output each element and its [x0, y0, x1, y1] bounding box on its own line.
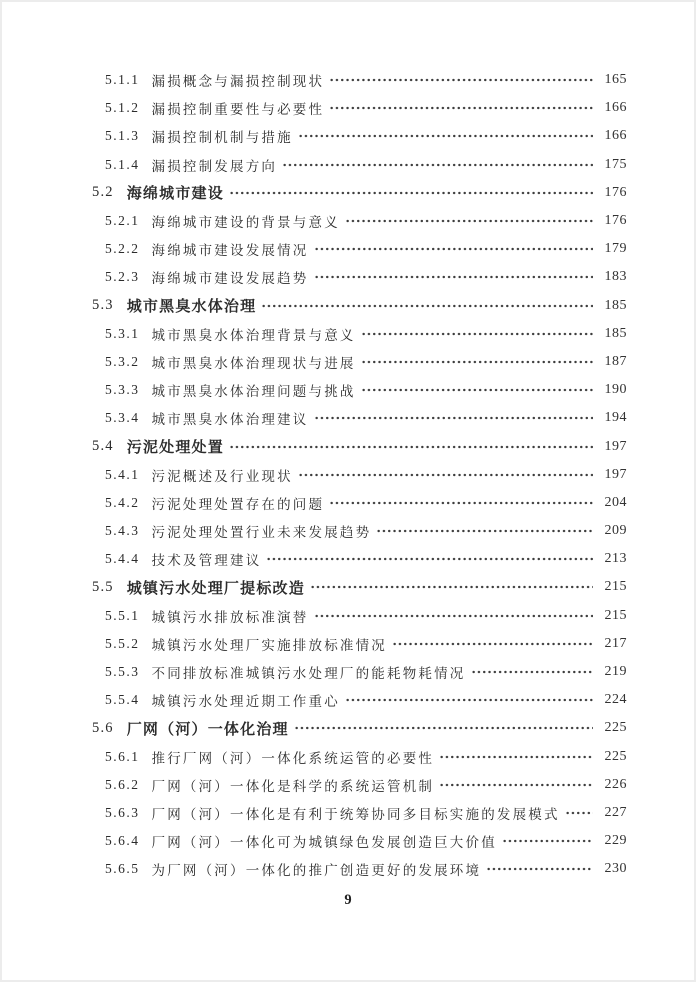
dot-leader — [298, 122, 593, 150]
toc-entry-page: 226 — [604, 776, 627, 792]
toc-entry-page: 176 — [604, 213, 627, 229]
toc-entry-number: 5.3.2 — [105, 353, 140, 369]
toc-entry-page: 227 — [604, 804, 627, 820]
toc-entry-page: 175 — [604, 156, 627, 172]
toc-entry-number: 5.2 — [92, 184, 114, 201]
dot-leader — [314, 602, 594, 630]
toc-entry-page: 187 — [604, 353, 627, 369]
toc-entry-page: 194 — [604, 410, 627, 426]
toc-entry — [92, 799, 627, 827]
dot-leader — [471, 658, 594, 686]
toc-entry-number: 5.4.3 — [105, 523, 140, 539]
dot-leader — [294, 714, 593, 742]
dot-leader — [502, 827, 593, 855]
dot-leader — [439, 743, 593, 771]
toc-entry-page: 185 — [604, 297, 627, 313]
toc-entry-page: 209 — [604, 523, 627, 539]
dot-leader — [376, 517, 593, 545]
toc-entry-title: 漏损概念与漏损控制现状 — [151, 74, 325, 90]
toc-entry-number: 5.6.3 — [105, 804, 140, 820]
toc-entry-page: 215 — [604, 607, 627, 623]
toc-entry — [92, 461, 627, 489]
toc-entry-number: 5.4.2 — [105, 494, 140, 510]
toc-entry-number: 5.5.4 — [105, 692, 140, 708]
toc-entry — [92, 376, 627, 404]
toc-entry — [92, 489, 627, 517]
toc-entry — [92, 94, 627, 122]
toc-entry-number: 5.6.5 — [105, 861, 140, 877]
toc-entry-title: 推行厂网（河）一体化系统运管的必要性 — [151, 750, 435, 766]
toc-entry-number: 5.3.1 — [105, 325, 140, 341]
toc-entry-page: 219 — [604, 664, 627, 680]
toc-entry-title: 城市黑臭水体治理问题与挑战 — [151, 384, 356, 400]
dot-leader — [298, 461, 593, 489]
toc-entry — [92, 573, 627, 601]
toc-entry-page: 215 — [604, 579, 627, 595]
toc-entry-number: 5.3.3 — [105, 382, 140, 398]
toc-entry — [92, 602, 627, 630]
dot-leader — [282, 151, 593, 179]
dot-leader — [345, 207, 593, 235]
toc-entry-title: 污泥处理处置 — [126, 440, 224, 457]
toc-entry-title: 为厂网（河）一体化的推广创造更好的发展环境 — [151, 863, 482, 879]
toc-entry — [92, 151, 627, 179]
toc-entry — [92, 743, 627, 771]
toc-entry-title: 不同排放标准城镇污水处理厂的能耗物耗情况 — [151, 666, 466, 682]
toc-entry-page: 166 — [604, 128, 627, 144]
toc-entry-page: 225 — [604, 720, 627, 736]
toc-entry-title: 漏损控制机制与措施 — [151, 130, 293, 146]
toc-entry — [92, 545, 627, 573]
toc-entry-number: 5.2.3 — [105, 269, 140, 285]
toc-entry-title: 城市黑臭水体治理现状与进展 — [151, 355, 356, 371]
toc-entry-number: 5.6.1 — [105, 748, 140, 764]
toc-entry-title: 漏损控制发展方向 — [151, 158, 278, 174]
page-number: 9 — [344, 892, 352, 908]
toc-entry-number: 5.5.1 — [105, 607, 140, 623]
dot-leader — [329, 66, 593, 94]
toc-entry-page: 204 — [604, 494, 627, 510]
dot-leader — [361, 348, 593, 376]
toc-entry-number: 5.4 — [92, 438, 114, 455]
toc-entry-number: 5.5.2 — [105, 635, 140, 651]
toc-entry-page: 176 — [604, 184, 627, 200]
toc-entry — [92, 348, 627, 376]
toc-entry-number: 5.4.4 — [105, 551, 140, 567]
toc-entry-number: 5.6.2 — [105, 776, 140, 792]
toc-entry-title: 污泥处理处置行业未来发展趋势 — [151, 525, 372, 541]
toc-entry-page: 185 — [604, 325, 627, 341]
toc-entry — [92, 855, 627, 883]
dot-leader — [329, 94, 593, 122]
toc-entry-title: 城镇污水处理厂实施排放标准情况 — [151, 637, 387, 653]
dot-leader — [329, 489, 593, 517]
toc-entry-title: 海绵城市建设 — [126, 186, 224, 203]
dot-leader — [486, 855, 593, 883]
toc-entry-number: 5.1.2 — [105, 100, 140, 116]
dot-leader — [229, 432, 593, 460]
toc-entry — [92, 235, 627, 263]
toc-entry-number: 5.2.1 — [105, 213, 140, 229]
toc-entry — [92, 292, 627, 320]
toc-entry — [92, 771, 627, 799]
toc-entry — [92, 207, 627, 235]
toc-entry-title: 城镇污水处理近期工作重心 — [151, 694, 340, 710]
toc-entry-number: 5.1.4 — [105, 156, 140, 172]
dot-leader — [314, 404, 594, 432]
toc-entry-number: 5.5.3 — [105, 664, 140, 680]
toc-entry — [92, 432, 627, 460]
dot-leader — [229, 179, 593, 207]
toc-entry-page: 166 — [604, 100, 627, 116]
dot-leader — [314, 235, 594, 263]
toc-entry — [92, 66, 627, 94]
toc-entry — [92, 658, 627, 686]
toc-entry — [92, 827, 627, 855]
toc-entry — [92, 404, 627, 432]
toc-entry — [92, 263, 627, 291]
toc-entry-number: 5.5 — [92, 578, 114, 595]
toc-entry-page: 190 — [604, 382, 627, 398]
dot-leader — [314, 263, 594, 291]
dot-leader — [565, 799, 593, 827]
toc-entry-title: 厂网（河）一体化是科学的系统运管机制 — [151, 778, 435, 794]
dot-leader — [392, 630, 593, 658]
toc-entry-number: 5.1.3 — [105, 128, 140, 144]
toc-entry — [92, 686, 627, 714]
toc-entry-page: 217 — [604, 635, 627, 651]
toc-entry-page: 230 — [604, 861, 627, 877]
toc-entry-number: 5.3.4 — [105, 410, 140, 426]
dot-leader — [266, 545, 593, 573]
toc-entry — [92, 122, 627, 150]
toc-entry-page: 224 — [604, 692, 627, 708]
toc-entry-number: 5.2.2 — [105, 241, 140, 257]
dot-leader — [310, 573, 593, 601]
toc-entry — [92, 517, 627, 545]
toc-entry-page: 197 — [604, 466, 627, 482]
toc-entry-title: 海绵城市建设发展情况 — [151, 243, 309, 259]
page-footer — [0, 892, 696, 909]
toc-entry-page: 183 — [604, 269, 627, 285]
toc-entry-title: 城市黑臭水体治理建议 — [151, 412, 309, 428]
toc-entry-page: 165 — [604, 72, 627, 88]
toc-entry-title: 城镇污水处理厂提标改造 — [126, 580, 305, 597]
toc-entry — [92, 630, 627, 658]
toc-entry-title: 厂网（河）一体化治理 — [126, 721, 289, 738]
toc-entry-page: 229 — [604, 833, 627, 849]
toc-entry-title: 海绵城市建设发展趋势 — [151, 271, 309, 287]
toc-entry-number: 5.4.1 — [105, 466, 140, 482]
toc-entry-number: 5.6.4 — [105, 833, 140, 849]
dot-leader — [361, 320, 593, 348]
toc-entry-page: 213 — [604, 551, 627, 567]
toc-entry-title: 城镇污水排放标准演替 — [151, 609, 309, 625]
dot-leader — [361, 376, 593, 404]
toc-entry-page: 225 — [604, 748, 627, 764]
toc-list — [92, 66, 627, 883]
toc-entry-page: 197 — [604, 438, 627, 454]
toc-entry — [92, 179, 627, 207]
toc-entry-title: 城市黑臭水体治理 — [126, 299, 257, 316]
dot-leader — [439, 771, 593, 799]
toc-entry-title: 城市黑臭水体治理背景与意义 — [151, 327, 356, 343]
toc-entry-number: 5.6 — [92, 719, 114, 736]
toc-entry — [92, 714, 627, 742]
dot-leader — [261, 292, 593, 320]
toc-entry-title: 污泥概述及行业现状 — [151, 468, 293, 484]
toc-entry-number: 5.1.1 — [105, 72, 140, 88]
toc-entry-number: 5.3 — [92, 297, 114, 314]
toc-entry-title: 技术及管理建议 — [151, 553, 262, 569]
toc-entry-title: 厂网（河）一体化是有利于统筹协同多目标实施的发展模式 — [151, 806, 560, 822]
toc-entry-title: 污泥处理处置存在的问题 — [151, 496, 325, 512]
toc-entry-title: 海绵城市建设的背景与意义 — [151, 215, 340, 231]
toc-entry-title: 漏损控制重要性与必要性 — [151, 102, 325, 118]
toc-entry-page: 179 — [604, 241, 627, 257]
toc-entry — [92, 320, 627, 348]
toc-entry-title: 厂网（河）一体化可为城镇绿色发展创造巨大价值 — [151, 835, 497, 851]
dot-leader — [345, 686, 593, 714]
